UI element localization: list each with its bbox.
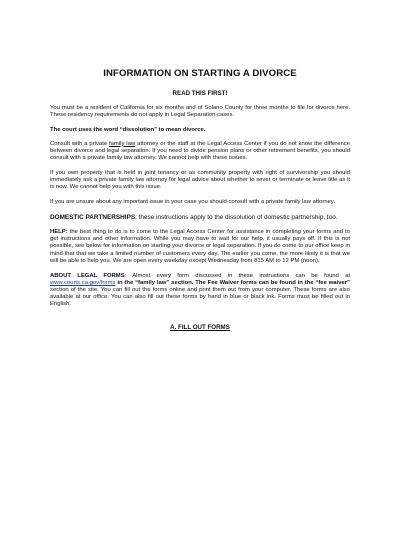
- legal-forms-bold-text: in the “family law” section. The Fee Waiver forms can be found in the “fee waiver”: [115, 279, 350, 286]
- page-title: INFORMATION ON STARTING A DIVORCE: [103, 68, 297, 79]
- consult-paragraph: [50, 141, 350, 163]
- family-law-link[interactable]: family law: [109, 140, 136, 147]
- legal-forms-label: ABOUT LEGAL FORMS: [50, 272, 125, 279]
- dissolution-note: [50, 127, 350, 134]
- domestic-partnerships-label: DOMESTIC PARTNERSHIPS: [50, 213, 136, 221]
- consult-text-before: Consult with a private: [50, 140, 110, 147]
- help-paragraph: [50, 229, 350, 265]
- help-text: the best thing to do is to come to the Legal Access Center for assistance in completing your forms and to get instructions and other information. While you may have to wait for our help, it usually pays off. If this is not possible, see below for information on starting your divorce or legal separation. If you do come to our office keep in mind that that we take a limited number of customers every day. The earlier you come, the more likely it is that we will be able to help you. We are open every weekday except Wednesday from 815 AM to 12 PM (noon).: [50, 229, 350, 264]
- domestic-partnerships-text: : these instructions apply to the dissolution of domestic partnership, too.: [135, 213, 338, 221]
- property-paragraph: If you own property that is held in joint tenancy or as community property with right of survivorship you should immediately ask a private family law attorney for legal advice about whether to sever or terminate or leave title as it is now. We cannot help you with this issue.: [50, 169, 350, 191]
- section-heading-fill-out-forms: A. FILL OUT FORMS: [170, 323, 230, 331]
- courts-forms-link[interactable]: www.courts.ca.gov/forms: [50, 279, 116, 286]
- dissolution-text: The court uses the word “dissolution” to mean divorce.: [50, 126, 206, 133]
- legal-forms-text-1: : Almost every form discussed in these instructions can be found at: [124, 272, 351, 279]
- unsure-paragraph: If you are unsure about any important issue in your case you should consult with a private family law attorney.: [50, 198, 336, 205]
- residency-paragraph: You must be a resident of California for six months and of Solano County for three months to file for divorce here. These residency requirements do not apply in Legal Separation cases.: [50, 105, 350, 119]
- domestic-partnerships-paragraph: [50, 214, 350, 222]
- legal-forms-paragraph: [50, 273, 350, 309]
- page-subtitle: READ THIS FIRST!: [172, 90, 228, 97]
- legal-forms-text-2: section of the site. You can fill out the forms online and print them out from your computer. These forms are also available at our office. You can also fill out these forms by hand in blue or black ink. Forms must be filled out in English.: [50, 286, 350, 308]
- help-label: HELP:: [50, 229, 68, 236]
- consult-text-after: attorney or the staff at the Legal Access Center if you do not know the difference between divorce and legal separation. If you need to divide pension plans or other retirement benefits, you should consult with a private family law attorney. We cannot help with these issues.: [50, 140, 351, 162]
